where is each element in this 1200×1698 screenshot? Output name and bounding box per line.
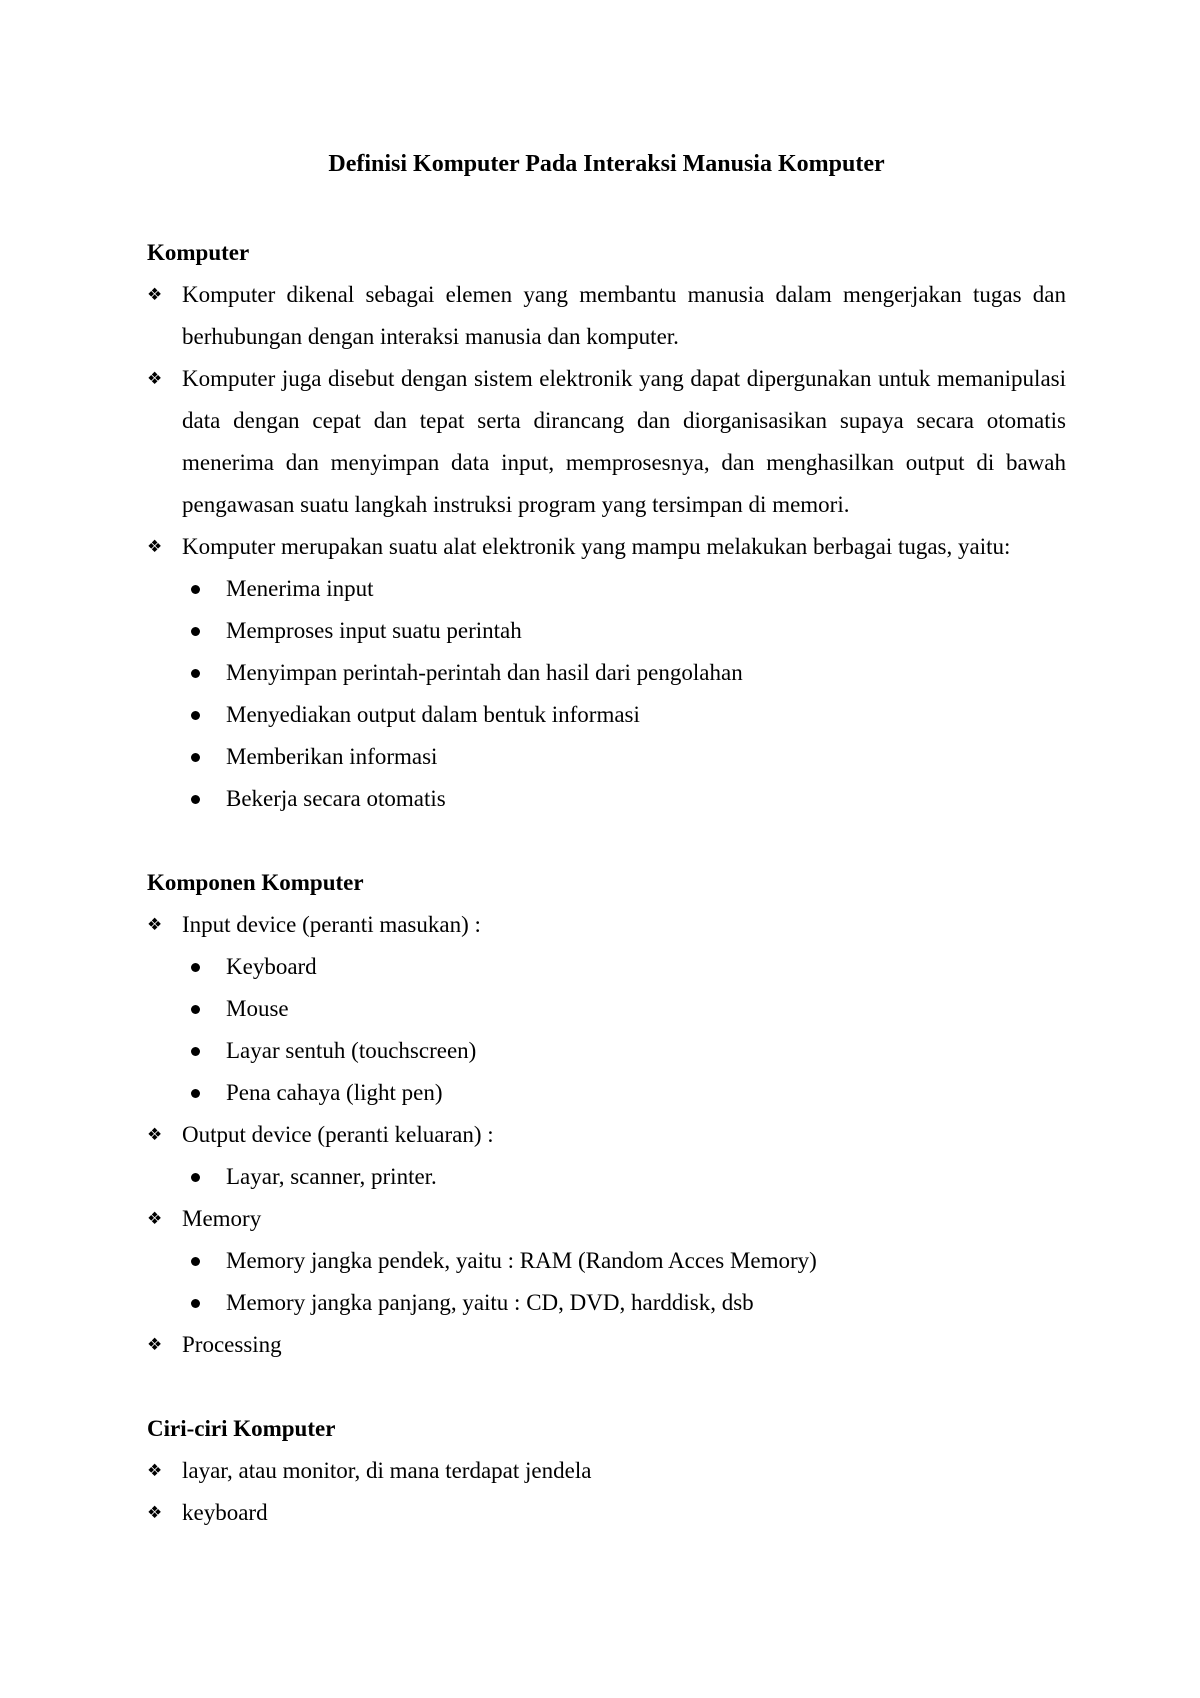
diamond-bullet-icon: ❖ <box>147 537 163 557</box>
sub-list-item-text: Keyboard <box>226 954 317 979</box>
sub-list-item-text: Menyediakan output dalam bentuk informasi <box>226 702 640 727</box>
round-bullet-icon <box>191 1089 200 1098</box>
list-item-text: keyboard <box>182 1500 268 1525</box>
sub-list-item <box>182 778 1066 820</box>
round-bullet-icon <box>191 795 200 804</box>
sub-list-item-text: Layar, scanner, printer. <box>226 1164 437 1189</box>
diamond-bullet-icon: ❖ <box>147 1209 163 1229</box>
list-item <box>147 526 1066 820</box>
sub-bullet-list <box>182 568 1066 820</box>
document-title: Definisi Komputer Pada Interaksi Manusia Komputer <box>328 151 885 177</box>
list-item-text: Processing <box>182 1332 282 1357</box>
section-heading: Komponen Komputer <box>147 870 364 895</box>
list-item <box>147 1492 1066 1534</box>
sub-bullet-list <box>182 1240 1066 1324</box>
diamond-bullet-icon: ❖ <box>147 1503 163 1523</box>
round-bullet-icon <box>191 1299 200 1308</box>
list-item-text: Memory <box>182 1206 262 1231</box>
round-bullet-icon <box>191 1173 200 1182</box>
bullet-list <box>147 904 1066 1366</box>
sub-list-item <box>182 1240 1066 1282</box>
sub-list-item-text: Pena cahaya (light pen) <box>226 1080 443 1105</box>
diamond-bullet-icon: ❖ <box>147 1461 163 1481</box>
diamond-bullet-icon: ❖ <box>147 1125 163 1145</box>
round-bullet-icon <box>191 963 200 972</box>
list-item-text: layar, atau monitor, di mana terdapat jendela <box>182 1458 592 1483</box>
round-bullet-icon <box>191 627 200 636</box>
sub-list-item <box>182 694 1066 736</box>
sub-list-item <box>182 610 1066 652</box>
diamond-bullet-icon: ❖ <box>147 369 163 389</box>
diamond-bullet-icon: ❖ <box>147 915 163 935</box>
sub-list-item <box>182 1282 1066 1324</box>
sub-list-item <box>182 736 1066 778</box>
round-bullet-icon <box>191 1005 200 1014</box>
list-item <box>147 1114 1066 1198</box>
sub-list-item <box>182 1072 1066 1114</box>
list-item <box>147 1324 1066 1366</box>
list-item-text: Input device (peranti masukan) : <box>182 912 481 937</box>
sub-list-item <box>182 652 1066 694</box>
list-item-text: Komputer dikenal sebagai elemen yang membantu manusia dalam mengerjakan tugas dan berhubungan dengan interaksi manusia dan komputer. <box>182 282 1066 349</box>
sub-list-item <box>182 1030 1066 1072</box>
sub-bullet-list <box>182 946 1066 1114</box>
round-bullet-icon <box>191 753 200 762</box>
section-heading: Ciri-ciri Komputer <box>147 1416 336 1441</box>
round-bullet-icon <box>191 1047 200 1056</box>
sub-list-item-text: Menerima input <box>226 576 374 601</box>
round-bullet-icon <box>191 1257 200 1266</box>
list-item <box>147 1450 1066 1492</box>
list-item-text: Komputer merupakan suatu alat elektronik yang mampu melakukan berbagai tugas, yaitu: <box>182 534 1011 559</box>
section <box>147 862 1066 1366</box>
round-bullet-icon <box>191 669 200 678</box>
list-item <box>147 358 1066 526</box>
section <box>147 232 1066 820</box>
section <box>147 1408 1066 1534</box>
document-body <box>147 232 1066 1534</box>
list-item <box>147 904 1066 1114</box>
diamond-bullet-icon: ❖ <box>147 1335 163 1355</box>
sub-list-item <box>182 988 1066 1030</box>
sub-list-item-text: Memory jangka pendek, yaitu : RAM (Random Acces Memory) <box>226 1248 817 1273</box>
list-item-text: Output device (peranti keluaran) : <box>182 1122 494 1147</box>
sub-list-item <box>182 1156 1066 1198</box>
sub-list-item-text: Memproses input suatu perintah <box>226 618 522 643</box>
sub-list-item-text: Memory jangka panjang, yaitu : CD, DVD, harddisk, dsb <box>226 1290 754 1315</box>
list-item <box>147 1198 1066 1324</box>
bullet-list <box>147 274 1066 820</box>
round-bullet-icon <box>191 585 200 594</box>
bullet-list <box>147 1450 1066 1534</box>
sub-list-item <box>182 946 1066 988</box>
sub-list-item-text: Layar sentuh (touchscreen) <box>226 1038 477 1063</box>
sub-list-item-text: Bekerja secara otomatis <box>226 786 446 811</box>
sub-list-item-text: Mouse <box>226 996 289 1021</box>
list-item <box>147 274 1066 358</box>
sub-bullet-list <box>182 1156 1066 1198</box>
section-heading: Komputer <box>147 240 250 265</box>
round-bullet-icon <box>191 711 200 720</box>
sub-list-item <box>182 568 1066 610</box>
sub-list-item-text: Menyimpan perintah-perintah dan hasil dari pengolahan <box>226 660 743 685</box>
list-item-text: Komputer juga disebut dengan sistem elektronik yang dapat dipergunakan untuk memanipulasi data dengan cepat dan tepat serta dirancang dan diorganisasikan supaya secara otomatis menerima dan menyimpan data input, memprosesnya, dan menghasilkan output di bawah pengawasan suatu langkah instruksi program yang tersimpan di memori. <box>182 366 1066 517</box>
diamond-bullet-icon: ❖ <box>147 285 163 305</box>
sub-list-item-text: Memberikan informasi <box>226 744 438 769</box>
